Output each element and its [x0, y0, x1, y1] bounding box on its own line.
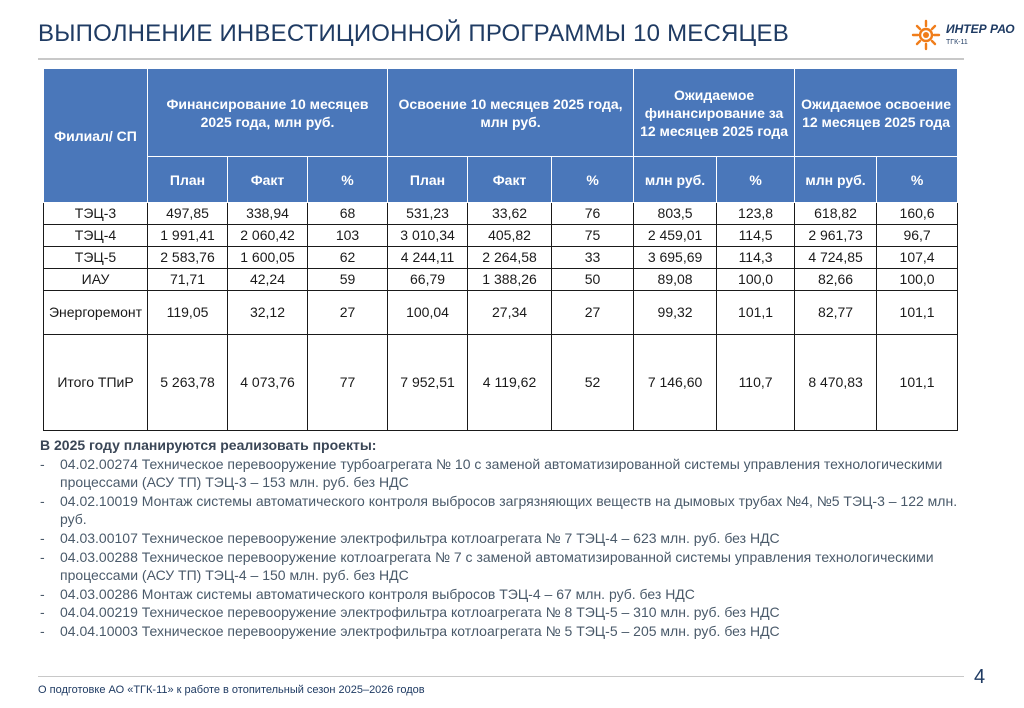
- subheader-percent: %: [877, 157, 958, 203]
- company-logo: [910, 14, 1015, 64]
- table-row: [44, 335, 958, 431]
- value-cell: 531,23: [388, 203, 468, 225]
- value-cell: 100,0: [717, 269, 795, 291]
- value-cell: 101,1: [877, 335, 958, 431]
- table-row: [44, 269, 958, 291]
- list-item: - 04.04.00219 Техническое перевооружение электрофильтра котлоагрегата № 8 ТЭЦ-5 – 310 млн. руб. без НДС: [40, 603, 970, 622]
- title-divider: [38, 58, 964, 60]
- subheader-percent: %: [717, 157, 795, 203]
- value-cell: 160,6: [877, 203, 958, 225]
- value-cell: 618,82: [795, 203, 877, 225]
- value-cell: 107,4: [877, 247, 958, 269]
- value-cell: 77: [308, 335, 388, 431]
- value-cell: 2 459,01: [634, 225, 717, 247]
- value-cell: 96,7: [877, 225, 958, 247]
- value-cell: 42,24: [228, 269, 308, 291]
- sun-logo-icon: [910, 18, 942, 52]
- value-cell: 2 583,76: [148, 247, 228, 269]
- group-header-development: Освоение 10 месяцев 2025 года, млн руб.: [388, 69, 634, 157]
- value-cell: 27: [308, 291, 388, 335]
- branch-name-cell: ТЭЦ-3: [44, 203, 148, 225]
- value-cell: 1 600,05: [228, 247, 308, 269]
- table-row: [44, 225, 958, 247]
- table-row: [44, 247, 958, 269]
- list-item: - 04.03.00288 Техническое перевооружение котлоагрегата № 7 с заменой автоматизированной системы управления технологическими процессами (АСУ ТП) ТЭЦ-4 – 150 млн. руб. без НДС: [40, 548, 970, 585]
- subheader-plan: План: [388, 157, 468, 203]
- subheader-mln-rub: млн руб.: [634, 157, 717, 203]
- value-cell: 99,32: [634, 291, 717, 335]
- value-cell: 2 264,58: [468, 247, 552, 269]
- projects-section: [40, 436, 970, 641]
- value-cell: 7 146,60: [634, 335, 717, 431]
- branch-name-cell: ТЭЦ-5: [44, 247, 148, 269]
- subheader-fact: Факт: [468, 157, 552, 203]
- logo-subtitle: ТГК-11: [946, 39, 968, 46]
- value-cell: 33,62: [468, 203, 552, 225]
- value-cell: 68: [308, 203, 388, 225]
- value-cell: 803,5: [634, 203, 717, 225]
- value-cell: 101,1: [877, 291, 958, 335]
- branch-name-cell: ТЭЦ-4: [44, 225, 148, 247]
- value-cell: 76: [552, 203, 634, 225]
- logo-brand-text: ИНТЕР РАО: [946, 22, 1015, 36]
- value-cell: 75: [552, 225, 634, 247]
- value-cell: 2 060,42: [228, 225, 308, 247]
- group-header-expected-development: Ожидаемое освоение 12 месяцев 2025 года: [795, 69, 958, 157]
- list-item: - 04.03.00107 Техническое перевооружение электрофильтра котлоагрегата № 7 ТЭЦ-4 – 623 млн. руб. без НДС: [40, 529, 970, 548]
- table-row: [44, 291, 958, 335]
- value-cell: 114,5: [717, 225, 795, 247]
- value-cell: 4 119,62: [468, 335, 552, 431]
- branch-header: Филиал/ СП: [44, 69, 148, 203]
- value-cell: 101,1: [717, 291, 795, 335]
- value-cell: 33: [552, 247, 634, 269]
- value-cell: 5 263,78: [148, 335, 228, 431]
- subheader-percent: %: [552, 157, 634, 203]
- branch-name-cell: Итого ТПиР: [44, 335, 148, 431]
- value-cell: 3 010,34: [388, 225, 468, 247]
- value-cell: 119,05: [148, 291, 228, 335]
- value-cell: 110,7: [717, 335, 795, 431]
- value-cell: 405,82: [468, 225, 552, 247]
- value-cell: 100,04: [388, 291, 468, 335]
- value-cell: 89,08: [634, 269, 717, 291]
- projects-list: [40, 455, 970, 641]
- value-cell: 32,12: [228, 291, 308, 335]
- value-cell: 71,71: [148, 269, 228, 291]
- subheader-mln-rub: млн руб.: [795, 157, 877, 203]
- list-item: - 04.02.00274 Техническое перевооружение турбоагрегата № 10 с заменой автоматизированной системы управления технологическими процессами (АСУ ТП) ТЭЦ-3 – 153 млн. руб. без НДС: [40, 455, 970, 492]
- branch-name-cell: Энергоремонт: [44, 291, 148, 335]
- value-cell: 100,0: [877, 269, 958, 291]
- value-cell: 497,85: [148, 203, 228, 225]
- group-header-expected-financing: Ожидаемое финансирование за 12 месяцев 2025 года: [634, 69, 795, 157]
- value-cell: 4 244,11: [388, 247, 468, 269]
- branch-name-cell: ИАУ: [44, 269, 148, 291]
- value-cell: 8 470,83: [795, 335, 877, 431]
- footer-text: О подготовке АО «ТГК-11» к работе в отопительный сезон 2025–2026 годов: [38, 684, 425, 696]
- value-cell: 52: [552, 335, 634, 431]
- subheader-percent: %: [308, 157, 388, 203]
- subheader-plan: План: [148, 157, 228, 203]
- value-cell: 114,3: [717, 247, 795, 269]
- value-cell: 103: [308, 225, 388, 247]
- value-cell: 4 073,76: [228, 335, 308, 431]
- list-item: - 04.03.00286 Монтаж системы автоматического контроля выбросов ТЭЦ-4 – 67 млн. руб. без НДС: [40, 585, 970, 604]
- subheader-fact: Факт: [228, 157, 308, 203]
- value-cell: 3 695,69: [634, 247, 717, 269]
- table-row: [44, 203, 958, 225]
- value-cell: 338,94: [228, 203, 308, 225]
- value-cell: 27,34: [468, 291, 552, 335]
- value-cell: 4 724,85: [795, 247, 877, 269]
- list-item: - 04.02.10019 Монтаж системы автоматического контроля выбросов загрязняющих веществ на дымовых трубах №4, №5 ТЭЦ-3 – 122 млн. руб.: [40, 492, 970, 529]
- value-cell: 27: [552, 291, 634, 335]
- list-item: - 04.04.10003 Техническое перевооружение электрофильтра котлоагрегата № 5 ТЭЦ-5 – 205 млн. руб. без НДС: [40, 622, 970, 641]
- investment-table: [43, 68, 958, 431]
- value-cell: 1 388,26: [468, 269, 552, 291]
- projects-heading: В 2025 году планируются реализовать проекты:: [40, 437, 377, 453]
- value-cell: 59: [308, 269, 388, 291]
- value-cell: 62: [308, 247, 388, 269]
- value-cell: 2 961,73: [795, 225, 877, 247]
- value-cell: 66,79: [388, 269, 468, 291]
- value-cell: 1 991,41: [148, 225, 228, 247]
- group-header-financing: Финансирование 10 месяцев 2025 года, млн руб.: [148, 69, 388, 157]
- footer-divider: [38, 676, 964, 677]
- table-body: [44, 203, 958, 431]
- value-cell: 50: [552, 269, 634, 291]
- value-cell: 82,66: [795, 269, 877, 291]
- page-number: 4: [974, 666, 986, 688]
- value-cell: 7 952,51: [388, 335, 468, 431]
- value-cell: 82,77: [795, 291, 877, 335]
- page-title: ВЫПОЛНЕНИЕ ИНВЕСТИЦИОННОЙ ПРОГРАММЫ 10 МЕСЯЦЕВ: [38, 20, 789, 47]
- value-cell: 123,8: [717, 203, 795, 225]
